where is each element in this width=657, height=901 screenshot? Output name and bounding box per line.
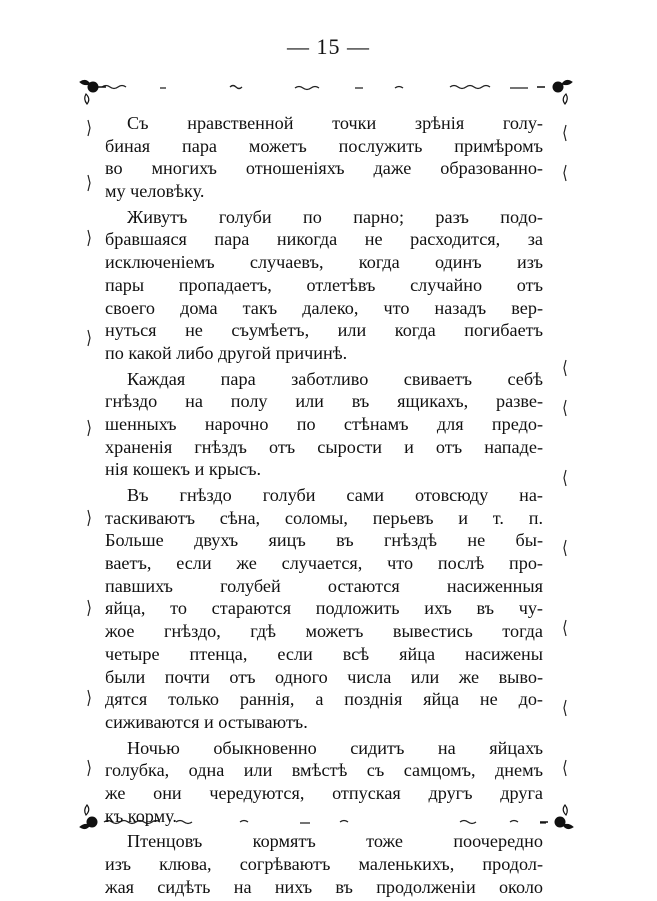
corner-ornament-top-right	[537, 80, 572, 104]
paragraph-1	[105, 112, 543, 203]
text-line: исключеніемъ случаевъ, когда одинъ изъ	[105, 252, 543, 273]
text-line: шенныхъ нарочно по стѣнамъ для предо-	[105, 413, 543, 434]
text-line: дятся только раннія, а позднія яйца не до-	[105, 689, 543, 710]
text-line: голубка, одна или вмѣстѣ съ самцомъ, днемъ	[105, 760, 543, 781]
text-line: Ночью обыкновенно сидитъ на яйцахъ	[127, 737, 543, 758]
text-line: храненія гнѣздъ отъ сырости и отъ нападе-	[105, 436, 543, 457]
paragraph-3	[105, 368, 543, 481]
text-line: по какой либо другой причинѣ.	[105, 342, 348, 363]
text-line: пары пропадаетъ, отлетѣвъ случайно отъ	[105, 274, 543, 295]
left-border-ornament	[88, 120, 90, 776]
text-line: Въ гнѣздо голуби сами отовсюду на-	[127, 485, 543, 505]
text-line: биная пара можетъ послужить примѣромъ	[105, 135, 543, 156]
text-line: своего дома такъ далеко, что назадъ вер-	[105, 297, 543, 318]
text-line: гнѣздо на полу или въ ящикахъ, разве-	[105, 391, 543, 412]
text-line: четыре птенца, если всѣ яйца насижены	[105, 643, 543, 664]
paragraph-2	[105, 206, 543, 365]
paragraph-5	[105, 737, 543, 828]
text-line: бравшаяся пара никогда не расходится, за	[105, 229, 543, 250]
text-line: Птенцовъ кормятъ тоже поочередно	[127, 831, 543, 852]
top-border-ornament	[102, 86, 528, 90]
right-border-ornament	[564, 125, 566, 776]
text-line: сиживаются и остываютъ.	[105, 711, 308, 732]
corner-ornament-top-left	[80, 80, 106, 104]
paragraph-4	[105, 484, 543, 734]
text-line: нуться не съумѣетъ, или когда погибаетъ	[105, 320, 543, 341]
text-line: нія кошекъ и крысъ.	[105, 459, 262, 480]
text-line: Больше двухъ яицъ въ гнѣздѣ не бы-	[105, 530, 543, 551]
text-line: къ корму.	[105, 805, 177, 826]
corner-ornament-bottom-right	[540, 805, 573, 829]
paragraph-6	[105, 830, 543, 898]
body-text	[105, 112, 543, 901]
text-line: Съ нравственной точки зрѣнія голу-	[127, 113, 543, 133]
corner-ornament-bottom-left	[80, 805, 97, 829]
page-number: — 15 —	[287, 34, 370, 59]
text-line: Каждая пара заботливо свиваетъ себѣ	[127, 368, 543, 389]
text-line: жое гнѣздо, гдѣ можетъ вывестись тогда	[105, 621, 543, 642]
text-line: яйца, то стараются подложить ихъ въ чу-	[105, 598, 543, 619]
text-line: павшихъ голубей остаются насиженныя	[105, 575, 543, 596]
text-line: ваетъ, если же случается, что послѣ про-	[105, 553, 543, 574]
text-line: же они чередуются, отпуская другъ друга	[105, 782, 543, 803]
text-line: были почти отъ одного числа или же выво-	[105, 666, 543, 687]
text-line: таскиваютъ сѣна, соломы, перьевъ и т. п.	[105, 507, 543, 528]
text-line: Живутъ голуби по парно; разъ подо-	[127, 206, 543, 227]
text-line: во многихъ отношеніяхъ даже образованно-	[105, 158, 543, 179]
text-line: жая сидѣть на нихъ въ продолженіи около	[105, 876, 543, 897]
text-line: му человѣку.	[105, 181, 205, 202]
text-line: изъ клюва, согрѣваютъ маленькихъ, продол-	[105, 854, 543, 874]
